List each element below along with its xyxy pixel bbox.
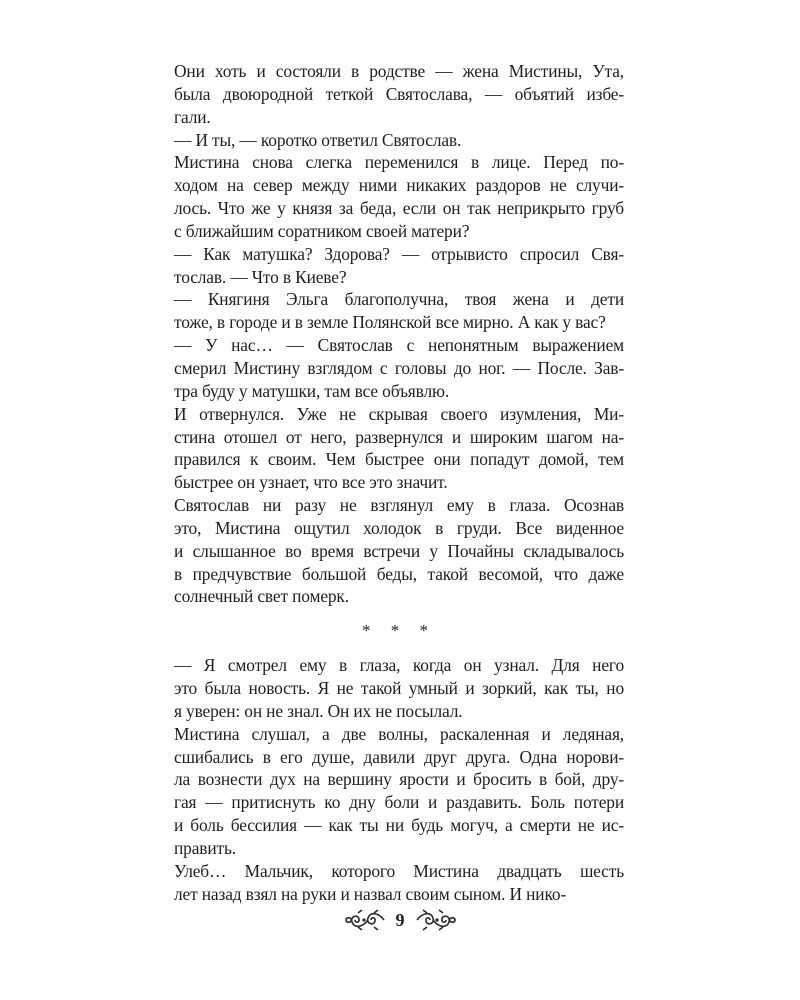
page-number: 9 — [395, 909, 405, 930]
text-line: — Я смотрел ему в глаза, когда он узнал. Для него — [174, 655, 624, 676]
text-line: Святослав ни разу не взглянул ему в глаза. Осознав — [174, 495, 624, 516]
text-line: ходом на север между ними никаких раздоров не случи- — [174, 175, 624, 196]
ornament-right-icon — [415, 908, 457, 932]
text-line: и боль бессилия — как ты ни будь могуч, а смерти не ис- — [174, 815, 624, 836]
paragraph — [174, 723, 624, 860]
text-line: — Как матушка? Здорова? — отрывисто спросил Свя- — [174, 243, 624, 264]
paragraph — [174, 151, 624, 242]
paragraph — [174, 60, 624, 129]
paragraph — [174, 243, 624, 289]
text-line: Они хоть и состояли в родстве — жена Мистины, Ута, — [174, 61, 624, 81]
text-line: тослав. — Что в Киеве? — [174, 266, 347, 287]
text-line: лет назад взял на руки и назвал своим сыном. И нико- — [174, 883, 567, 904]
text-line: это была новость. Я не такой умный и зоркий, как ты, но — [174, 678, 624, 699]
paragraph — [174, 494, 624, 608]
text-line: — И ты, — коротко ответил Святослав. — [174, 129, 462, 150]
text-line: с ближайшим соратником своей матери? — [174, 220, 470, 241]
text-line: лось. Что же у князя за беда, если он так неприкрыто груб — [174, 198, 624, 219]
text-line: правился к своим. Чем быстрее они попадут домой, тем — [174, 449, 624, 470]
page-footer — [0, 904, 800, 936]
text-line: быстрее он узнает, что все это значит. — [174, 472, 448, 493]
text-line: — Княгиня Эльга благополучна, твоя жена и дети — [174, 289, 624, 310]
ornament-left-icon — [344, 908, 386, 932]
text-line: Мистина снова слегка переменился в лице. Перед по- — [174, 152, 624, 173]
text-line: Улеб… Мальчик, которого Мистина двадцать шесть — [174, 860, 624, 881]
text-line: солнечный свет померк. — [174, 586, 349, 607]
text-line: править. — [174, 838, 236, 858]
paragraph — [174, 334, 624, 403]
paragraph — [174, 654, 624, 723]
section-bottom — [174, 654, 624, 905]
paragraph — [174, 288, 624, 334]
text-line: Мистина слушал, а две волны, раскаленная и ледяная, — [174, 723, 624, 744]
text-line: И отвернулся. Уже не скрывая своего изумления, Ми- — [174, 403, 624, 424]
text-line: ла вознести дух на вершину ярости и бросить в бой, дру- — [174, 769, 624, 790]
text-line: тра буду у матушки, там все объявлю. — [174, 380, 450, 401]
text-line: сшибались в его душе, давили друг друга. Одна норови- — [174, 746, 624, 767]
text-line: — У нас… — Святослав с непонятным выражением — [174, 335, 624, 356]
paragraph — [174, 403, 624, 494]
text-line: и слышанное во время встречи у Почайны складывалось — [174, 540, 624, 561]
section-separator: * * * — [362, 621, 436, 641]
text-line: гали. — [174, 106, 211, 127]
text-line: гая — притиснуть ко дну боли и раздавить. Боль потери — [174, 792, 624, 813]
paragraph — [174, 129, 624, 152]
text-line: смерил Мистину взглядом с головы до ног. — После. Зав- — [174, 357, 624, 378]
text-line: в предчувствие большой беды, такой весомой, что даже — [174, 563, 624, 584]
text-line: была двоюродной теткой Святослава, — объятий избе- — [174, 83, 624, 104]
paragraph — [174, 860, 624, 906]
body-text — [174, 60, 624, 906]
section-top — [174, 60, 624, 608]
text-line: тоже, в городе и в земле Полянской все мирно. А как у вас? — [174, 312, 606, 333]
text-line: стина отошел от него, развернулся и широким шагом на- — [174, 426, 624, 447]
text-line: я уверен: он не знал. Он их не посылал. — [174, 700, 463, 721]
text-line: это, Мистина ощутил холодок в груди. Все виденное — [174, 517, 624, 538]
